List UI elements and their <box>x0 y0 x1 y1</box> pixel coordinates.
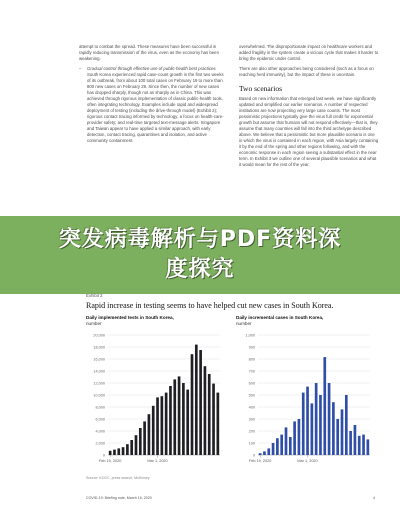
bar <box>311 403 314 455</box>
exhibit-title: Rapid increase in testing seems to have helped cut new cases in South Korea. <box>86 301 334 310</box>
footer-left: COVID-19: Briefing note, March 16, 2020 <box>86 496 152 500</box>
x-tick-label: Mar 1, 2020 <box>147 459 168 463</box>
y-tick-label: 10,000 <box>93 393 105 398</box>
banner-title: 突发病毒解析与PDF资料深度探究 <box>58 227 342 282</box>
bar <box>259 453 262 455</box>
bar <box>173 379 176 455</box>
cases-chart <box>236 315 376 475</box>
bar <box>169 386 172 455</box>
bar <box>349 431 352 455</box>
bar <box>204 366 207 455</box>
bar <box>182 383 185 455</box>
bar <box>191 354 194 455</box>
y-tick-label: 12,000 <box>93 381 105 386</box>
y-tick-label: 800 <box>248 357 255 362</box>
x-tick-label: Feb 19, 2020 <box>98 459 122 463</box>
bar <box>328 383 331 455</box>
bar <box>186 390 189 455</box>
y-tick-label: 1,000 <box>245 333 255 338</box>
x-tick-label: Mar 1, 2020 <box>297 459 318 463</box>
bar <box>332 402 335 455</box>
bar <box>289 437 292 455</box>
bar <box>122 447 125 455</box>
y-tick-label: 900 <box>248 345 255 350</box>
cases-chart-svg <box>236 327 376 475</box>
y-tick-label: 18,000 <box>93 345 105 350</box>
bar <box>306 387 309 455</box>
y-tick-label: 6,000 <box>95 417 105 422</box>
bar <box>315 383 318 455</box>
y-tick-label: 0 <box>102 453 105 458</box>
bar <box>362 435 365 455</box>
bar <box>323 357 326 455</box>
left-text-column <box>79 44 225 144</box>
bar <box>135 435 138 455</box>
bar <box>293 421 296 455</box>
y-tick-label: 0 <box>252 453 255 458</box>
bar <box>285 427 288 455</box>
bar <box>341 409 344 455</box>
bar <box>139 428 142 455</box>
bullet-item <box>79 66 225 144</box>
y-tick-label: 300 <box>248 417 255 422</box>
bar <box>267 448 270 455</box>
left-paragraph: attempt to combat the spread. These measures have been successful in rapidly reducing transmission of the virus, even as the economy has been weakening. <box>79 44 219 61</box>
bar <box>272 443 275 455</box>
bar <box>319 395 322 455</box>
page-number: 4 <box>373 496 375 500</box>
y-tick-label: 20,000 <box>93 333 105 338</box>
bar <box>345 395 348 455</box>
bar <box>298 419 301 455</box>
bar <box>263 451 266 455</box>
source-note: Source: KCDC, press search; McKinsey <box>86 476 150 480</box>
bar <box>208 374 211 455</box>
bar <box>161 396 164 455</box>
y-tick-label: 16,000 <box>93 357 105 362</box>
bar <box>156 397 159 455</box>
y-tick-label: 2,000 <box>95 441 105 446</box>
bar <box>178 376 181 455</box>
y-tick-label: 400 <box>248 405 255 410</box>
bar <box>199 350 202 455</box>
bar <box>302 393 305 455</box>
y-tick-label: 600 <box>248 381 255 386</box>
bar <box>280 435 283 455</box>
right-text-column <box>239 44 379 172</box>
tests-chart <box>86 315 226 475</box>
bar <box>165 393 168 455</box>
bar <box>148 414 151 455</box>
bar <box>109 451 112 455</box>
bar <box>212 384 215 455</box>
bar <box>126 444 129 455</box>
bar <box>113 450 116 455</box>
bar <box>367 439 370 455</box>
bar <box>143 421 146 455</box>
tests-chart-svg <box>86 327 226 475</box>
cases-chart-title <box>236 315 376 327</box>
tests-chart-title <box>86 315 226 327</box>
tests-chart-unit: number <box>86 321 102 326</box>
right-paragraph-2: There are also other approaches being considered (such as a focus on reaching herd immunity), but the impact of these is uncertain. <box>239 66 374 77</box>
y-tick-label: 100 <box>248 441 255 446</box>
exhibit-label: Exhibit 2 <box>86 293 103 298</box>
bar <box>276 438 279 455</box>
bullet-lead: Gradual control through effective use of public-health best practices. <box>87 66 217 71</box>
x-tick-label: Feb 19, 2020 <box>248 459 272 463</box>
bar <box>336 419 339 455</box>
bar <box>117 448 120 455</box>
right-paragraph-1: overwhelmed. The disproportionate impact on healthcare workers and added fragility in the system create a vicious cycle that makes it harder to bring the epidemic under control. <box>239 44 379 61</box>
y-tick-label: 4,000 <box>95 429 105 434</box>
y-tick-label: 500 <box>248 393 255 398</box>
bar <box>358 436 361 455</box>
tests-chart-title-main: Daily implemented tests in South Korea, <box>86 315 174 320</box>
bar <box>130 440 133 455</box>
right-paragraph-3: Based on new information that emerged last week, we have significantly updated and simplified our earlier scenarios. A number of respected institutions are now projecting very large case counts. The most pessimistic projections typically give the virus full credit for exponential growth but assume that humans will not respond effectively—that is, they assume that many countries will fall into the third archetype described above. We believe that a pessimistic but more plausible scenario is one in which the virus is contained in each region, with Asia largely containing it by the end of the spring and other regions following, and with the economic response in each region seeing a substantial effect in the near term. In Exhibit 3 we outline one of several plausible scenarios and what it would mean for the rest of the year. <box>239 96 379 167</box>
y-tick-label: 14,000 <box>93 369 105 374</box>
bullet-body: South Korea experienced rapid case-count growth in the first two weeks of its outbreak, from about 100 total cases on February 19 to more than 800 new cases on February 29. Since then, the number of new cases has dropped sharply, though not as sharply as in China. This was achieved through rigorous implementation of classic public-health tools, often integrating technology. Examples include rapid and widespread deployment of testing (including the drive-through model) (Exhibit 2); rigorous contact tracing informed by technology; a focus on health-care-provider safety; and real-time targeted text-message alerts. Singapore and Taiwan appear to have applied a similar approach, with early detection, contact tracing, quarantines and isolation, and active community containment. <box>87 72 224 143</box>
y-tick-label: 700 <box>248 369 255 374</box>
bar <box>152 406 155 455</box>
title-banner <box>0 216 400 294</box>
bar <box>217 393 220 455</box>
cases-chart-unit: number <box>236 321 252 326</box>
cases-chart-title-main: Daily incremental cases in South Korea, <box>236 315 324 320</box>
section-heading: Two scenarios <box>239 84 283 93</box>
bar <box>354 425 357 455</box>
y-tick-label: 8,000 <box>95 405 105 410</box>
y-tick-label: 200 <box>248 429 255 434</box>
bar <box>195 345 198 455</box>
